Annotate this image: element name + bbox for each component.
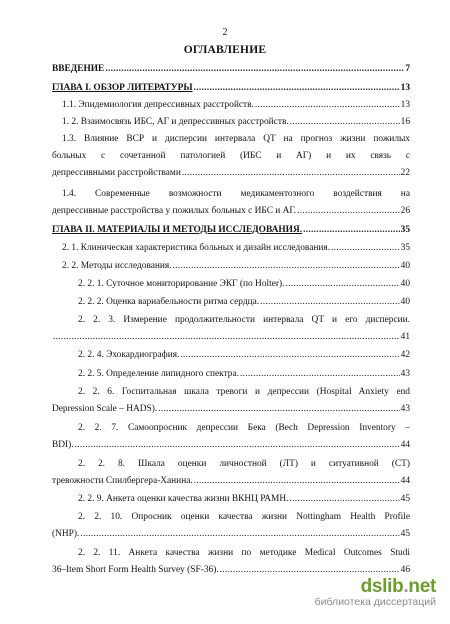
dslib-logo: dslib.net bbox=[360, 576, 436, 597]
toc-entry-2-1[interactable]: 2. 1. Клиническая характеристика больных и дизайн исследования. ..... 35 bbox=[52, 240, 410, 257]
toc-entry-chapter-2[interactable]: ГЛАВА II. МАТЕРИАЛЫ И МЕТОДЫ ИССЛЕДОВАНИЯ. ..... 35 bbox=[52, 222, 410, 239]
toc-entry-intro[interactable]: ВВЕДЕНИЕ ..... 7 bbox=[52, 61, 410, 78]
toc-entry-2-2-9[interactable]: 2. 2. 9. Анкета оценки качества жизни ВКНЦ РАМН. ..... 45 bbox=[52, 491, 410, 508]
toc-entry-2-2-2[interactable]: 2. 2. 2. Оценка вариабельности ритма сердца. ..... 40 bbox=[52, 294, 410, 311]
toc-entry-chapter-1[interactable]: ГЛАВА I. ОБЗОР ЛИТЕРАТУРЫ ..... 13 bbox=[52, 80, 410, 97]
toc-entry-1-2[interactable]: 1. 2. Взаимосвязь ИБС, АГ и депрессивных расстройств. ..... 16 bbox=[52, 114, 410, 131]
toc-entry-1-3[interactable]: 1.3. Влияние ВСР и дисперсии интервала QT на прогноз жизни пожилых больных с сочетанной патологией (ИБС и АГ) и их связь с депрессивными расстройствами ..... 22 bbox=[52, 131, 410, 182]
toc-entry-2-2-6[interactable]: 2. 2. 6. Госпитальная шкала тревоги и депрессии (Hospital Anxiety end Depression Scale – HADS). ..... 43 bbox=[52, 384, 410, 418]
page-number: 2 bbox=[222, 27, 228, 38]
toc-entry-2-2-1[interactable]: 2. 2. 1. Суточное мониторирование ЭКГ (по Holter). ..... 40 bbox=[52, 276, 410, 293]
toc-entry-2-2[interactable]: 2. 2. Методы исследования. ..... 40 bbox=[52, 258, 410, 275]
toc-entry-2-2-11[interactable]: 2. 2. 11. Анкета качества жизни по методике Medical Outcomes Studi 36–Item Short Form Health Survey (SF-36). ..... 46 bbox=[52, 545, 410, 579]
toc-entry-2-2-5[interactable]: 2. 2. 5. Определение липидного спектра. ..... 43 bbox=[52, 366, 410, 383]
watermark-caption: библиотека диссертаций bbox=[314, 596, 436, 608]
toc-entry-2-2-3[interactable]: 2. 2. 3. Измерение продолжительности интервала QT и его дисперсии. ..... 41 bbox=[52, 312, 410, 346]
toc-entry-2-2-8[interactable]: 2. 2. 8. Шкала оценки личностной (ЛТ) и ситуативной (СТ) тревожности Спилбергера-Ханина. ..... 44 bbox=[52, 456, 410, 490]
toc-heading: ОГЛАВЛЕНИЕ bbox=[183, 44, 267, 56]
toc-entry-2-2-10[interactable]: 2. 2. 10. Опросник оценки качества жизни Nottingham Health Profile (NHP). ..... 45 bbox=[52, 509, 410, 543]
toc-entry-2-2-7[interactable]: 2. 2. 7. Самоопросник депрессии Бека (Bech Depression Inventory – BDI). ..... 44 bbox=[52, 420, 410, 454]
toc-entry-2-2-4[interactable]: 2. 2. 4. Эхокардиография. ..... 42 bbox=[52, 347, 410, 364]
toc-entry-1-1[interactable]: 1.1. Эпидемиология депрессивных расстройств. ..... 13 bbox=[52, 97, 410, 114]
toc-entry-1-4[interactable]: 1.4. Современные возможности медикаментозного воздействия на депрессивные расстройства у пожилых больных с ИБС и АГ. ..... 26 bbox=[52, 186, 410, 220]
dslib-watermark bbox=[315, 576, 436, 608]
